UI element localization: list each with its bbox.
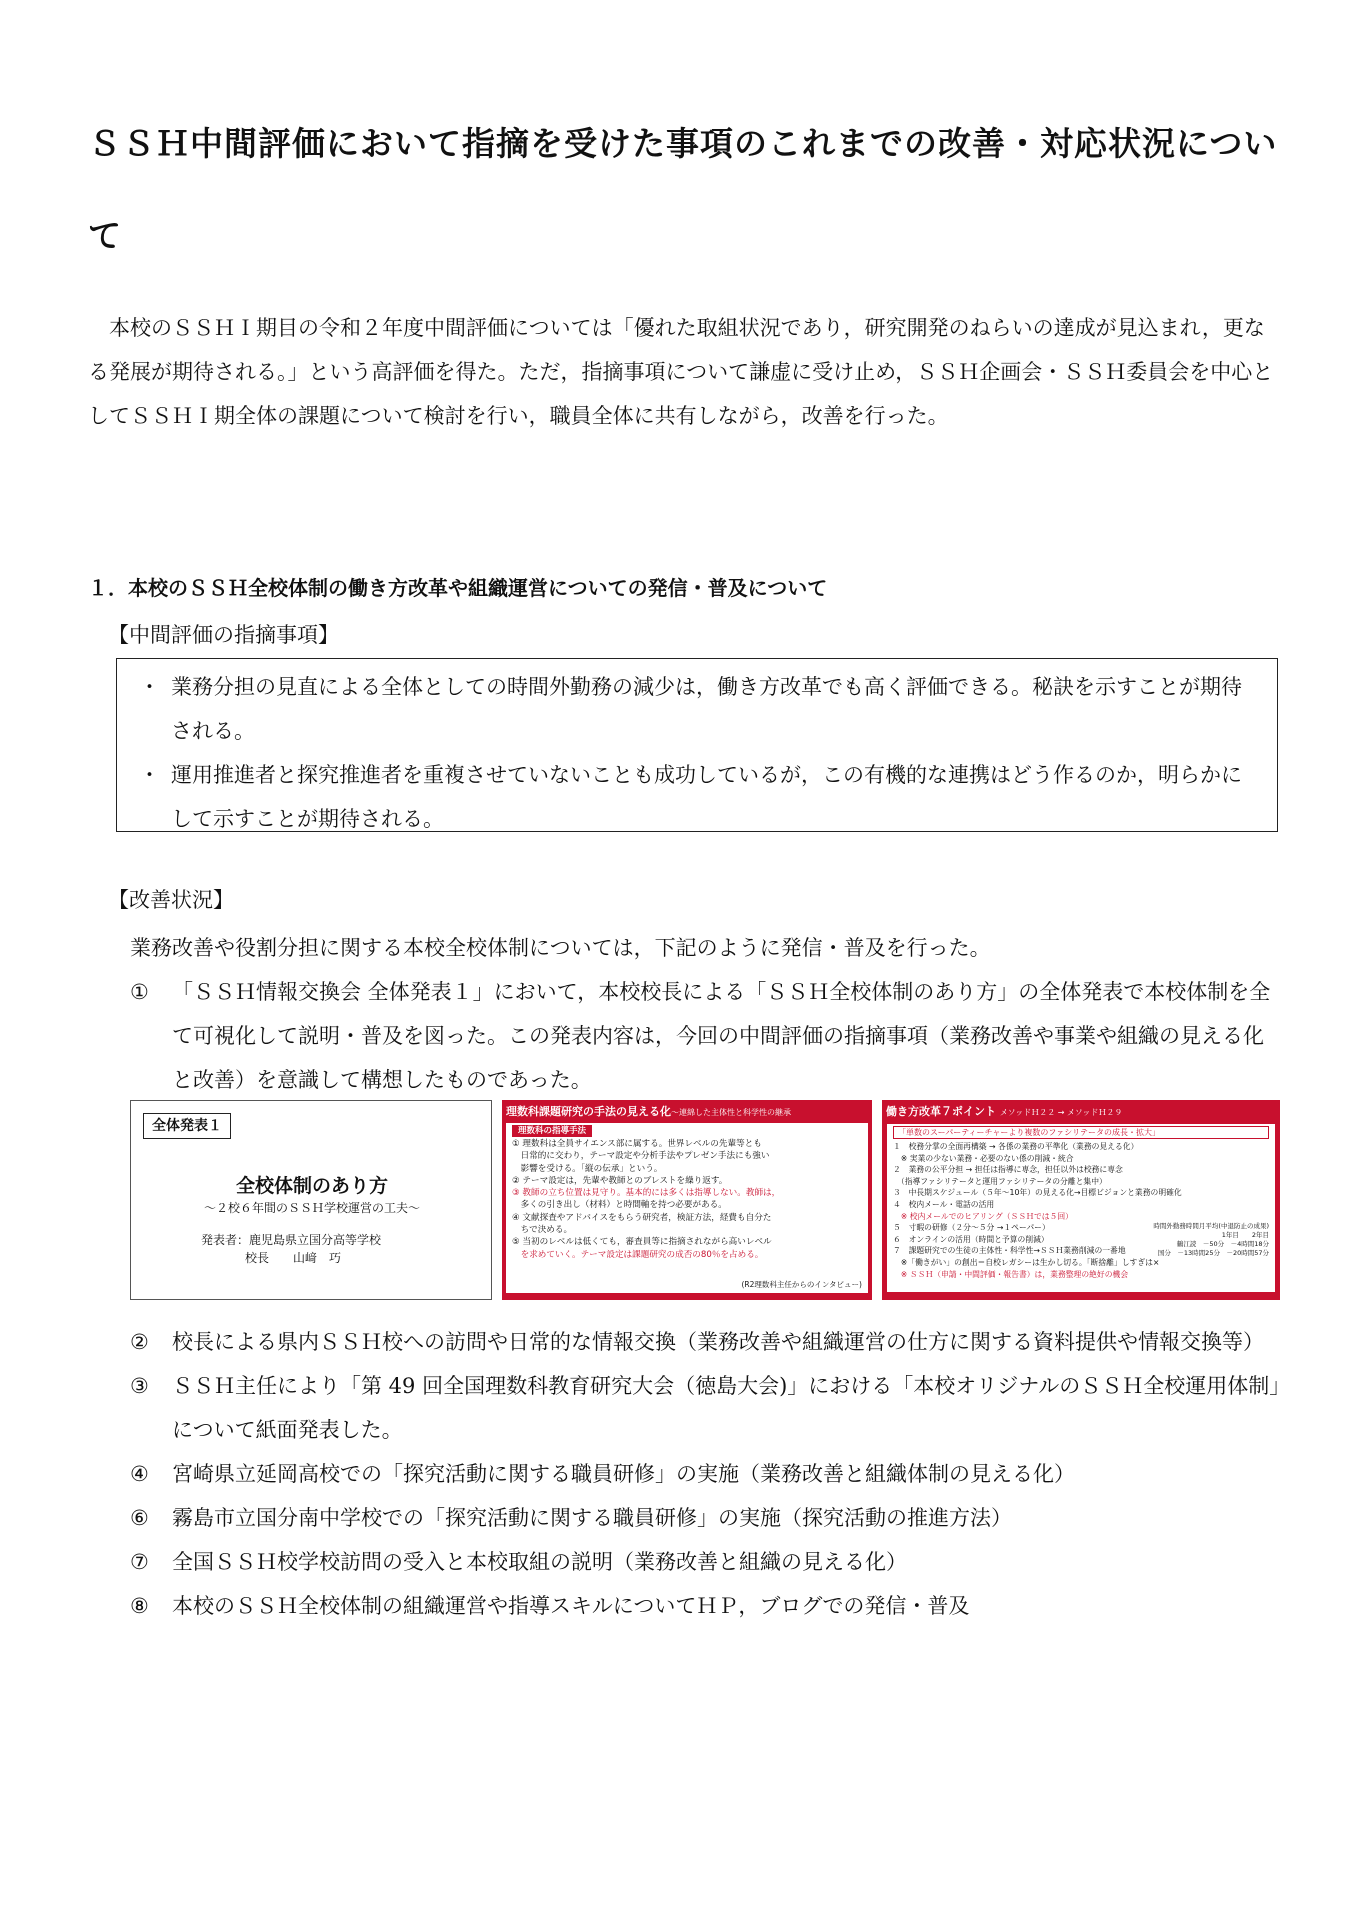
- indication-item: [139, 665, 1257, 753]
- stats-header: [1153, 1231, 1269, 1240]
- slide-header-sub: メソッドＨ２２ → メソッドＨ２９: [999, 1108, 1123, 1117]
- slide-line: ④ 文献探査やアドバイスをもらう研究者，検証方法，経費も自分た: [512, 1212, 772, 1223]
- item-number: ③: [130, 1374, 149, 1398]
- slide-line: ※ ＳＳＨ（申請・中間評価・報告書）は，業務整理の絶好の機会: [893, 1269, 1129, 1279]
- list-item: [130, 970, 1280, 1102]
- slide-line: 日常的に交わり，テーマ設定や分析手法やプレゼン手法にも強い: [512, 1151, 770, 1162]
- item-number: ⑧: [130, 1594, 149, 1618]
- item-text: 校長による県内ＳＳＨ校への訪問や日常的な情報交換（業務改善や組織運営の仕方に関する資料提供や情報交換等）: [172, 1330, 1264, 1354]
- item-number: ④: [130, 1462, 149, 1486]
- stats-title: 時間外勤務時間月平均(中退防止の成果): [1153, 1222, 1269, 1230]
- slide-line: 影響を受ける。「縦の伝承」という。: [512, 1163, 663, 1174]
- slide-line: ２ 業務の公平分担 → 担任は指導に専念，担任以外は校務に専念: [893, 1165, 1123, 1175]
- indication-list: [139, 665, 1257, 841]
- slide-line: （指導ファシリテータと運用ファシリテータの分離と集中）: [893, 1176, 1107, 1186]
- list-item: [130, 1496, 1280, 1540]
- list-item: [130, 1584, 1280, 1628]
- slide-line: １ 校務分掌の全面再構築 → 各係の業務の平準化（業務の見える化）: [893, 1142, 1139, 1151]
- item-text: 宮崎県立延岡高校での「探究活動に関する職員研修」の実施（業務改善と組織体制の見える化）: [172, 1462, 1075, 1486]
- slide-line: ※ 実業の少ない業務・必要のない係の削減・統合: [893, 1153, 1074, 1163]
- slide-overall-presentation: [130, 1100, 492, 1300]
- slide-line: ６ オンラインの活用（時間と予算の削減）: [893, 1234, 1049, 1244]
- slide-header-title: 理数科課題研究の手法の見える化: [506, 1105, 671, 1118]
- slide-header-title: 働き方改革７ポイント: [886, 1105, 996, 1118]
- list-item: [130, 1364, 1280, 1452]
- presenter-line: 校長 山﨑 巧: [245, 1251, 342, 1265]
- slide-body: [886, 1123, 1276, 1293]
- improvement-label: 【改善状況】: [108, 888, 234, 912]
- item-number: ⑦: [130, 1550, 149, 1574]
- page-title: ＳＳＨ中間評価において指摘を受けた事項のこれまでの改善・対応状況について: [88, 124, 1278, 255]
- list-item: [130, 1452, 1280, 1496]
- item-text: 霧島市立国分南中学校での「探究活動に関する職員研修」の実施（探究活動の推進方法）: [172, 1506, 1012, 1530]
- item-number: ⑥: [130, 1506, 149, 1530]
- indication-text: 運用推進者と探究推進者を重複させていないことも成功しているが，この有機的な連携はどう作るのか，明らかにして示すことが期待される。: [171, 763, 1242, 831]
- slide-band: 「単数のスーパーティーチャーより複数のファシリテータの成長・拡大」: [893, 1126, 1269, 1139]
- improvement-list-b: [130, 1320, 1280, 1628]
- item-text: 本校のＳＳＨ全校体制の組織運営や指導スキルについてＨＰ，ブログでの発信・普及: [172, 1594, 970, 1618]
- slide-line: ※「働きがい」の創出＝自校レガシーは生かし切る。「断捨離」しすぎは×: [893, 1257, 1160, 1267]
- item-number: ①: [130, 980, 149, 1004]
- slide-header: [506, 1104, 868, 1121]
- slide-line: ⑤ 当初のレベルは低くても，審査員等に指摘されながら高いレベル: [512, 1237, 772, 1248]
- stats-col: 1年目: [1221, 1231, 1239, 1239]
- slide-line: ４ 校内メール・電話の活用: [893, 1199, 995, 1209]
- slide-body: [506, 1123, 868, 1293]
- indication-item: [139, 753, 1257, 841]
- improvement-list-a: [130, 970, 1280, 1102]
- slide-subtitle: ～２校６年間のＳＳＨ学校運営の工夫～: [203, 1201, 420, 1215]
- item-text: 全国ＳＳＨ校学校訪問の受入と本校取組の説明（業務改善と組織の見える化）: [172, 1550, 907, 1574]
- indication-label: 【中間評価の指摘事項】: [108, 623, 339, 647]
- stats-col: 2年目: [1251, 1231, 1269, 1239]
- intro-paragraph: 本校のＳＳＨＩ期目の令和２年度中間評価については「優れた取組状況であり，研究開発のねらいの達成が見込まれ，更なる発展が期待される。」という高評価を得た。ただ，指摘事項について謙虚に受け止め，ＳＳＨ企画会・ＳＳＨ委員会を中心としてＳＳＨＩ期全体の課題について検討を行い，職員全体に共有しながら，改善を行った。: [88, 316, 1274, 428]
- slide-line: を求めていく。テーマ設定は課題研究の成否の80％を占める。: [512, 1249, 764, 1260]
- stats-row: 国分 －13時間25分 －20時間57分: [1157, 1249, 1269, 1257]
- slide-line: ② テーマ設定は，先輩や教師とのブレストを繰り返す。: [512, 1175, 728, 1186]
- slide-line: ③ 教師の立ち位置は見守り。基本的には多くは指導しない。教師は，: [512, 1188, 781, 1199]
- slide-line: ちで決める。: [512, 1225, 573, 1236]
- slide-figures: [130, 1100, 1280, 1302]
- slide-title: 全校体制のあり方: [235, 1175, 388, 1197]
- slide-footer: (R2理数科主任からのインタビュー): [741, 1279, 862, 1289]
- section-heading: １．本校のＳＳＨ全校体制の働き方改革や組織運営についての発信・普及について: [88, 576, 828, 600]
- bullet-mark: ・: [139, 763, 160, 787]
- presenter-line: 発表者：鹿児島県立国分高等学校: [201, 1233, 382, 1247]
- slide-line: ７ 課題研究での生徒の主体性・科学性→ＳＳＨ業務削減の一番地: [893, 1246, 1126, 1256]
- slide-presenter: [201, 1231, 381, 1267]
- item-number: ②: [130, 1330, 149, 1354]
- slide-tag: 全体発表１: [143, 1113, 231, 1139]
- slide-chip: 理数科の指導手法: [512, 1125, 592, 1137]
- stats-row: 鶴江読 －50分 －4時間18分: [1176, 1240, 1269, 1248]
- slide-work-reform: [882, 1100, 1280, 1300]
- list-item: [130, 1540, 1280, 1584]
- slide-line: ５ 寸暇の研修（２分～５分 →１ペーパー）: [893, 1223, 1050, 1233]
- slide-stats: [1153, 1222, 1269, 1258]
- item-text: 「ＳＳＨ情報交換会 全体発表１」において，本校校長による「ＳＳＨ全校体制のあり方」の全体発表で本校体制を全て可視化して説明・普及を図った。この発表内容は，今回の中間評価の指摘事項（業務改善や事業や組織の見える化と改善）を意識して構想したものであった。: [172, 980, 1271, 1092]
- slide-header: [886, 1104, 1276, 1121]
- bullet-mark: ・: [139, 675, 160, 699]
- improvement-intro: 業務改善や役割分担に関する本校全校体制については，下記のように発信・普及を行った。: [130, 936, 991, 960]
- slide-line: ３ 中長期スケジュール（５年～10年）の見える化→目標ビジョンと業務の明確化: [893, 1188, 1182, 1198]
- list-item: [130, 1320, 1280, 1364]
- slide-line: ※ 校内メールでのヒアリング（ＳＳＨでは５回）: [893, 1211, 1073, 1221]
- slide-header-sub: ～連綿した主体性と科学性の継承: [671, 1108, 791, 1117]
- slide-line: 多くの引き出し（材料）と時間軸を持つ必要がある。: [512, 1200, 727, 1211]
- indication-text: 業務分担の見直による全体としての時間外勤務の減少は，働き方改革でも高く評価できる。秘訣を示すことが期待される。: [171, 675, 1242, 743]
- indication-box: [116, 658, 1278, 832]
- slide-line: ① 理数科は全員サイエンス部に属する。世界レベルの先輩等とも: [512, 1139, 762, 1149]
- item-text: ＳＳＨ主任により「第 49 回全国理数科教育研究大会（徳島大会)」における「本校オリジナルのＳＳＨ全校運用体制」について紙面発表した。: [172, 1374, 1280, 1442]
- slide-science-method: [502, 1100, 872, 1300]
